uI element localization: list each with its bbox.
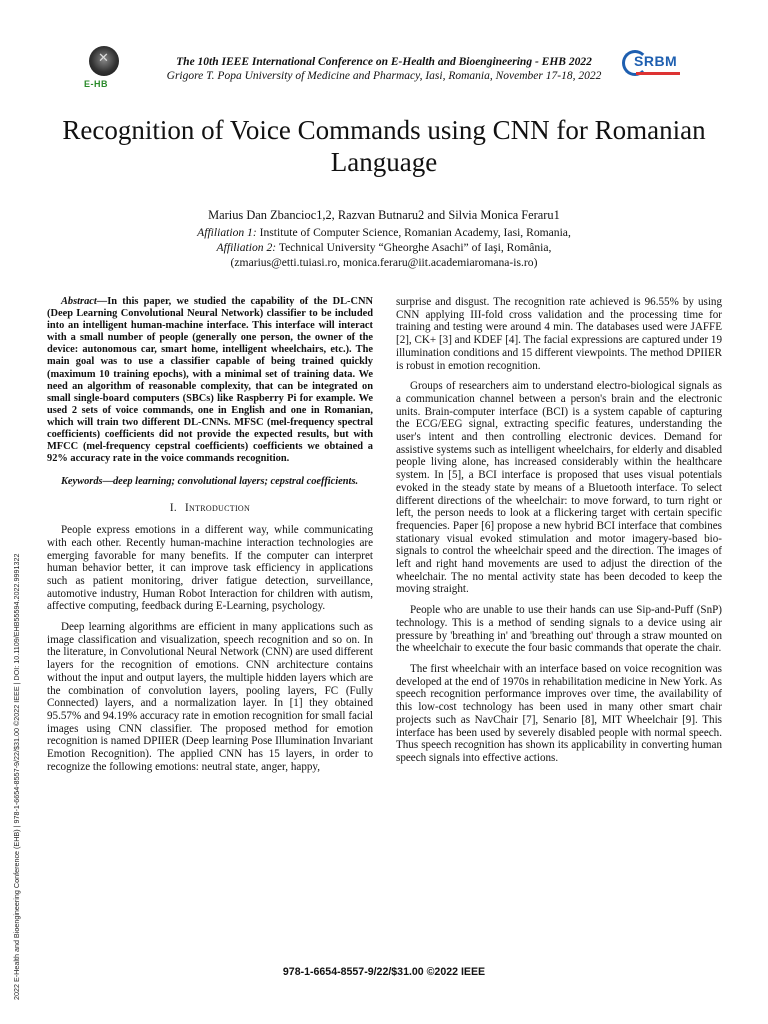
keywords	[47, 476, 373, 488]
affiliation-2	[40, 240, 728, 255]
section-title: Introduction	[185, 502, 251, 515]
conference-header	[130, 55, 638, 83]
paper-title: Recognition of Voice Commands using CNN for Romanian Language	[62, 115, 706, 177]
keywords-label: Keywords—	[61, 476, 113, 488]
paragraph: The first wheelchair with an interface based on voice recognition was developed at the end of 1970s in rehabilitation medicine in New York. As speech recognition performance improves over time, the availability of this low-cost technology has been used in many other smart chair projects such as NavChair [7], Senario [8], MIT Wheelchair [9]. This interface has been used by severely disabled people with normal speech. Thus speech recognition has shown its applicability in converting human speech signals into effective actions.	[396, 662, 722, 764]
affiliation-1-label: Affiliation 1:	[197, 226, 257, 239]
abstract	[47, 296, 373, 465]
keywords-text: deep learning; convolutional layers; cepstral coefficients.	[112, 476, 359, 488]
section-number: I.	[169, 502, 177, 515]
affiliation-1	[40, 225, 728, 240]
skull-logo-icon	[89, 46, 119, 76]
copyright-footer: 978-1-6654-8557-9/22/$31.00 ©2022 IEEE	[282, 966, 486, 978]
left-column	[47, 296, 373, 781]
paragraph: Deep learning algorithms are efficient in many applications such as image classification and visualization, speech recognition and so on. In the literature, in Convolutional Neural Network (CNN) are used different layers for the recognition of emotions. CNN architecture contains without the input and output layers, the multiple hidden layers which are the combination of convolution layers, pooling layers, FC (Fully Connected) layers, and a normalization layer. In [1] they obtained 95.57% and 94.19% accuracy rate in emotion recognition for small facial images using CNN classifier. The proposed method for emotion recognition is named DPIIER (Deep learning Pose Illumination Invariant Emotion Recognition). The applied CNN has 15 layers, in order to recognize the following emotions: neutral state, anger, happy,	[47, 621, 373, 773]
paragraph: People who are unable to use their hands can use Sip-and-Puff (SnP) technology. This is a method of sending signals to a device using air pressure by 'breathing in' and 'breathing out' through a straw mounted on the wheelchair to execute the four basic commands that operate the chair.	[396, 604, 722, 655]
paragraph: People express emotions in a different way, while communicating with each other. Recently human-machine interaction technologies are emerging favorable for many benefits. If the computer can interpret human behavior better, it can improve task efficiency in applications such as patient monitoring, driver fatigue detection, surveillance, automotive industry, Human Robot Interaction for children with autism, affective computing, feedback during E-Learning, psychology.	[47, 524, 373, 613]
ehb-logo-text: E-HB	[84, 79, 108, 89]
section-heading-introduction	[47, 502, 373, 515]
paragraph: surprise and disgust. The recognition rate achieved is 96.55% by using CNN applying III-fold cross validation and the processing time for training and testing were around 4 min. The databases used were JAFFE [2], CK+ [3] and KDEF [4]. The facial expressions are captured under 19 illumination conditions and 15 different viewpoints. The method DPIIER is robust in emotion recognition.	[396, 296, 722, 372]
srbm-underline	[636, 72, 680, 75]
affiliation-2-label: Affiliation 2:	[216, 241, 277, 254]
affiliation-2-text: Technical University “Gheorghe Asachi” of Iaşi, România,	[276, 241, 552, 254]
conference-title: The 10th IEEE International Conference on E-Health and Bioengineering - EHB 2022	[176, 56, 592, 68]
paragraph: Groups of researchers aim to understand electro-biological signals as a communication channel between a person's brain and the electronic units. Brain-computer interface (BCI) is a system capable of capturing the ECG/EEG signal, extracting specific features, understanding the user's intent and then controlling electronic devices. Demand for assistive systems such as intelligent wheelchairs, for elderly and disabled people living alone, has increased considerably within the healthcare system. In [5], a BCI interface is proposed that uses visual potentials evoked in the steady state by means of a Bluetooth interface. To select different directions of the wheelchair: to move forward, to turn right or left, the person needs to look at a flickering target with certain specific frequencies. Paper [6] propose a new hybrid BCI interface that combines stationary visual evoked stimulation and motor imagery-based bio-signals to control the wheelchair speed and the direction. The images of left and right hand movements are used to adjust the direction of the wheelchair. The no mental activity state has been decoded to keep the moving straight.	[396, 380, 722, 596]
abstract-label: Abstract—	[61, 296, 108, 307]
srbm-logo	[622, 48, 682, 84]
srbm-logo-text: SRBM	[634, 53, 678, 69]
abstract-text: In this paper, we studied the capability of the DL-CNN (Deep Learning Convolutional Neural Network) classifier to be included into an intelligent human-machine interface. This interface will interact with a small number of people (generally one person, the owner of the device: autonomous car, smart home, intelligent wheelchairs, etc.). The main goal was to use a classifier capable of being trained quickly (maximum 10 training epochs), with a minimal set of training data. We need an algorithm of reasonable complexity, that can be integrated on small single-board computers (SBCs) like Raspberry Pi for example. We used 2 sets of voice commands, one in English and one in Romanian, which will train two different DL-CNNs. MFSC (mel-frequency spectral coefficients) coefficients did not provide the expected results, but with MFCC (mel-frequency cepstral coefficients) coefficients we obtained a 92% accuracy rate in the voice commands recognition.	[47, 296, 373, 465]
author-list: Marius Dan Zbancioc1,2, Razvan Butnaru2 and Silvia Monica Feraru1	[208, 208, 560, 222]
author-emails: (zmarius@etti.tuiasi.ro, monica.feraru@iit.academiaromana-is.ro)	[230, 256, 538, 269]
affiliations	[40, 225, 728, 270]
ehb-logo	[84, 46, 124, 92]
affiliation-1-text: Institute of Computer Science, Romanian Academy, Iasi, Romania,	[256, 226, 571, 239]
doi-sidebar: 2022 E-Health and Bioengineering Conference (EHB) | 978-1-6654-8557-9/22/$31.00 ©2022 IEEE | DOI: 10.1109/EHB55594.2022.9991322	[12, 553, 21, 1000]
conference-venue: Grigore T. Popa University of Medicine and Pharmacy, Iasi, Romania, November 17-18, 2022	[166, 70, 602, 82]
right-column	[396, 296, 722, 773]
